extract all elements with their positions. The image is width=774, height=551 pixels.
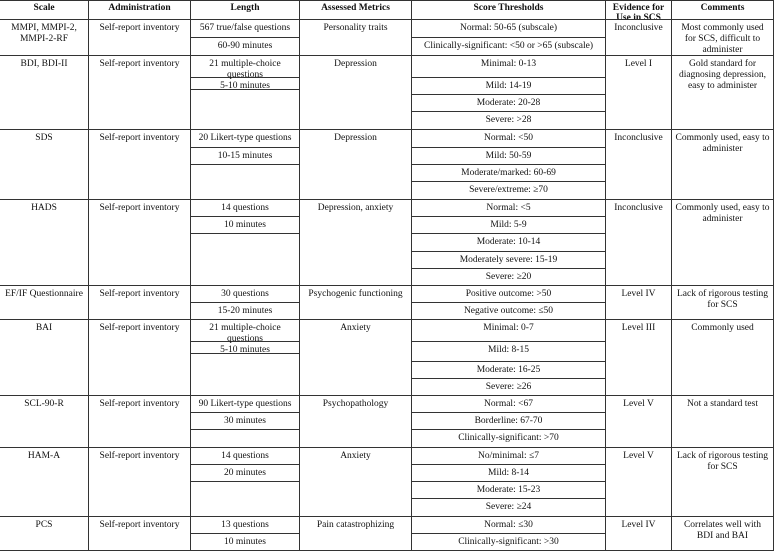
length-value: 10 minutes <box>191 217 299 234</box>
length-value: 90 Likert-type questions <box>191 396 299 413</box>
length-value: 567 true/false questions <box>191 20 299 38</box>
threshold-value: Positive outcome: >50 <box>412 286 605 303</box>
header-thresholds: Score Thresholds <box>411 1 605 19</box>
threshold-value: Borderline: 67-70 <box>412 413 605 430</box>
cell-administration: Self-report inventory <box>88 448 190 516</box>
cell-thresholds <box>411 20 605 55</box>
length-empty <box>191 430 299 447</box>
threshold-value: No/minimal: ≤7 <box>412 448 605 465</box>
cell-evidence: Inconclusive <box>605 130 671 199</box>
cell-evidence: Level IV <box>605 517 671 550</box>
header-administration: Administration <box>88 1 190 19</box>
cell-length <box>190 20 299 55</box>
header-metrics: Assessed Metrics <box>299 1 411 19</box>
cell-metrics: Anxiety <box>299 448 411 516</box>
cell-length <box>190 286 299 319</box>
threshold-value: Clinically-significant: >70 <box>458 433 559 443</box>
length-value: 20 Likert-type questions <box>191 130 299 148</box>
threshold-value: Severe: ≥20 <box>485 272 532 282</box>
cell-evidence: Level V <box>605 396 671 447</box>
cell-length <box>190 130 299 199</box>
cell-scale: BDI, BDI-II <box>20 59 68 69</box>
length-value: 10-15 minutes <box>191 148 299 165</box>
threshold-value: Mild: 14-19 <box>412 78 605 95</box>
threshold-value: Severe/extreme: ≥70 <box>469 185 548 195</box>
length-value: 14 questions <box>191 200 299 217</box>
cell-length <box>190 320 299 395</box>
cell-length <box>190 517 299 550</box>
threshold-value: Normal: <67 <box>412 396 605 413</box>
cell-comments: Gold standard for diagnosing depression, easy to administer <box>671 56 774 129</box>
cell-metrics: Psychogenic functioning <box>299 286 411 319</box>
cell-comments: Commonly used <box>671 320 774 395</box>
threshold-value: Minimal: 0-13 <box>412 56 605 78</box>
threshold-value: Minimal: 0-7 <box>412 320 605 342</box>
cell-administration: Self-report inventory <box>88 396 190 447</box>
threshold-value: Normal: <50 <box>412 130 605 148</box>
cell-thresholds <box>411 130 605 199</box>
cell-administration: Self-report inventory <box>88 320 190 395</box>
length-value: 20 minutes <box>191 465 299 482</box>
threshold-value: Severe: >28 <box>485 115 532 125</box>
cell-administration: Self-report inventory <box>88 517 190 550</box>
length-value: 21 multiple-choice questions <box>191 320 299 342</box>
cell-evidence: Inconclusive <box>605 200 671 285</box>
cell-comments: Lack of rigorous testing for SCS <box>671 448 774 516</box>
table-row <box>0 396 774 448</box>
length-value: 10 minutes <box>224 537 266 547</box>
cell-metrics: Personality traits <box>299 20 411 55</box>
cell-administration: Self-report inventory <box>88 20 190 55</box>
cell-comments: Most commonly used for SCS, difficult to administer <box>671 20 774 55</box>
threshold-value: Severe: ≥24 <box>485 502 532 512</box>
threshold-value: Moderate: 16-25 <box>412 362 605 379</box>
cell-administration: Self-report inventory <box>88 130 190 199</box>
cell-length <box>190 200 299 285</box>
cell-scale: MMPI, MMPI-2, MMPI-2-RF <box>11 23 77 44</box>
cell-evidence: Level III <box>605 320 671 395</box>
threshold-value: Moderate: 10-14 <box>412 234 605 252</box>
length-empty <box>191 482 299 516</box>
cell-comments: Commonly used, easy to administer <box>671 200 774 285</box>
cell-administration: Self-report inventory <box>88 56 190 129</box>
length-value: 5-10 minutes <box>191 78 299 90</box>
length-value: 30 minutes <box>191 413 299 430</box>
cell-metrics: Psychopathology <box>299 396 411 447</box>
length-empty <box>191 234 299 285</box>
length-value: 14 questions <box>191 448 299 465</box>
threshold-value: Clinically-significant: <50 or >65 (subscale) <box>423 41 593 51</box>
threshold-value: Normal: <5 <box>412 200 605 217</box>
table-row <box>0 56 774 130</box>
cell-administration: Self-report inventory <box>88 200 190 285</box>
table-row <box>0 448 774 517</box>
cell-evidence: Inconclusive <box>605 20 671 55</box>
table-row <box>0 320 774 396</box>
cell-thresholds <box>411 517 605 550</box>
cell-evidence: Level IV <box>605 286 671 319</box>
threshold-value: Moderate: 20-28 <box>412 95 605 112</box>
header-comments: Comments <box>671 1 774 19</box>
table-row <box>0 200 774 286</box>
cell-comments: Commonly used, easy to administer <box>671 130 774 199</box>
cell-comments: Correlates well with BDI and BAI <box>671 517 774 550</box>
cell-scale: PCS <box>35 520 53 530</box>
header-evidence: Evidence for Use in SCS <box>605 1 671 19</box>
length-value: 30 questions <box>191 286 299 303</box>
cell-scale: SCL-90-R <box>24 399 64 409</box>
cell-metrics: Pain catastrophizing <box>299 517 411 550</box>
length-empty <box>191 165 299 199</box>
cell-scale: HAM-A <box>27 451 61 461</box>
length-value: 5-10 minutes <box>191 342 299 354</box>
threshold-value: Moderately severe: 15-19 <box>412 252 605 269</box>
cell-length <box>190 396 299 447</box>
length-empty <box>191 90 299 129</box>
threshold-value: Moderate/marked: 60-69 <box>412 165 605 182</box>
cell-scale: BAI <box>35 323 53 333</box>
cell-thresholds <box>411 448 605 516</box>
cell-evidence: Level V <box>605 448 671 516</box>
table-row <box>0 517 774 551</box>
length-value: 13 questions <box>191 517 299 534</box>
cell-thresholds <box>411 320 605 395</box>
cell-thresholds <box>411 56 605 129</box>
cell-evidence: Level I <box>605 56 671 129</box>
table-header <box>0 0 774 20</box>
cell-scale: SDS <box>35 133 53 143</box>
table-row <box>0 20 774 56</box>
threshold-value: Severe: ≥26 <box>485 382 532 392</box>
threshold-value: Moderate: 15-23 <box>412 482 605 499</box>
threshold-value: Mild: 50-59 <box>412 148 605 165</box>
cell-scale: HADS <box>31 203 57 213</box>
cell-length <box>190 448 299 516</box>
cell-thresholds <box>411 286 605 319</box>
threshold-value: Mild: 8-14 <box>412 465 605 482</box>
table-row <box>0 286 774 320</box>
cell-thresholds <box>411 396 605 447</box>
threshold-value: Clinically-significant: >30 <box>458 537 559 547</box>
cell-metrics: Depression <box>299 56 411 129</box>
cell-comments: Lack of rigorous testing for SCS <box>671 286 774 319</box>
cell-length <box>190 56 299 129</box>
length-value: 21 multiple-choice questions <box>191 56 299 78</box>
threshold-value: Mild: 5-9 <box>412 217 605 234</box>
threshold-value: Normal: ≤30 <box>412 517 605 534</box>
header-length: Length <box>190 1 299 19</box>
cell-administration: Self-report inventory <box>88 286 190 319</box>
cell-thresholds <box>411 200 605 285</box>
header-scale: Scale <box>33 3 55 13</box>
cell-metrics: Anxiety <box>299 320 411 395</box>
threshold-value: Normal: 50-65 (subscale) <box>412 20 605 38</box>
cell-comments: Not a standard test <box>671 396 774 447</box>
length-value: 15-20 minutes <box>217 306 273 316</box>
threshold-value: Mild: 8-15 <box>412 342 605 362</box>
cell-metrics: Depression <box>299 130 411 199</box>
length-empty <box>191 354 299 395</box>
cell-scale: EF/IF Questionnaire <box>5 289 83 299</box>
cell-metrics: Depression, anxiety <box>299 200 411 285</box>
table-row <box>0 130 774 200</box>
threshold-value: Negative outcome: ≤50 <box>463 306 554 316</box>
length-value: 60-90 minutes <box>217 41 273 51</box>
